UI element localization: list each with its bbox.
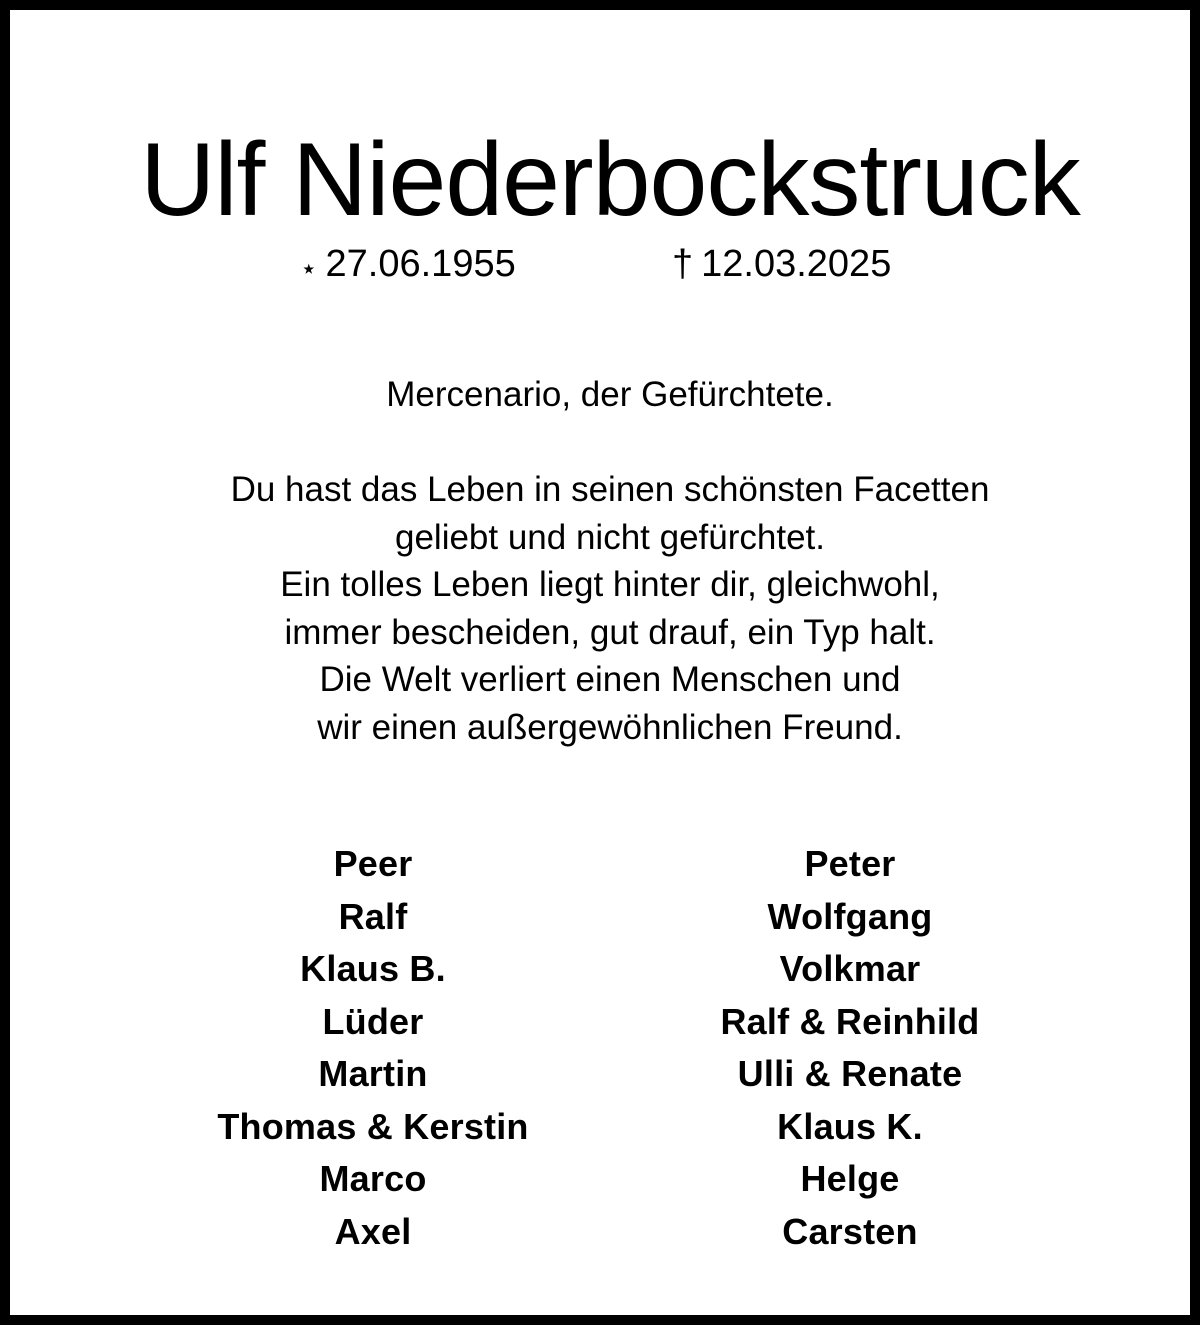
- memorial-text-line: Ein tolles Leben liegt hinter dir, gleichwohl,: [280, 565, 940, 604]
- mourner-name: Ralf: [338, 895, 408, 937]
- mourner-name: Peer: [333, 843, 413, 884]
- mourner-name: Ulli & Renate: [737, 1053, 963, 1094]
- birth-star-icon: ⋆: [300, 253, 318, 284]
- mourner-name: Carsten: [782, 1210, 918, 1252]
- life-dates: [10, 240, 1200, 288]
- mourners-left-column: [133, 838, 613, 1258]
- memorial-text-line: geliebt und nicht gefürchtet.: [394, 517, 825, 557]
- mourner-name: Wolfgang: [767, 895, 933, 937]
- birth-date-group: [300, 240, 516, 293]
- memorial-text: [10, 466, 1200, 751]
- mourner-name: Thomas & Kerstin: [217, 1105, 529, 1147]
- mourner-name: Lüder: [322, 1000, 424, 1042]
- deceased-name: Ulf Niederbockstruck: [140, 122, 1080, 238]
- mourner-name: Axel: [334, 1210, 412, 1252]
- mourner-name: Martin: [318, 1053, 428, 1094]
- nickname-line: Mercenario, der Gefürchtete.: [386, 375, 834, 414]
- death-cross-icon: †: [672, 243, 694, 285]
- mourner-name: Ralf & Reinhild: [720, 1000, 980, 1042]
- memorial-text-line: Die Welt verliert einen Menschen und: [319, 660, 901, 699]
- mourner-name: Peter: [804, 843, 896, 884]
- mourners-right-column: [610, 838, 1090, 1258]
- memorial-text-line: Du hast das Leben in seinen schönsten Facetten: [230, 470, 990, 509]
- mourner-name: Marco: [319, 1158, 427, 1199]
- mourner-name: Klaus K.: [777, 1105, 923, 1147]
- death-date: 12.03.2025: [701, 243, 892, 285]
- birth-date: 27.06.1955: [325, 243, 516, 285]
- mourner-name: Helge: [800, 1158, 900, 1199]
- death-date-group: [672, 240, 891, 288]
- mourner-name: Volkmar: [779, 948, 921, 989]
- mourners-list: [10, 838, 1200, 1258]
- memorial-text-line: immer bescheiden, gut drauf, ein Typ halt.: [284, 612, 936, 652]
- memorial-text-line: wir einen außergewöhnlichen Freund.: [317, 707, 903, 747]
- mourner-name: Klaus B.: [300, 948, 446, 989]
